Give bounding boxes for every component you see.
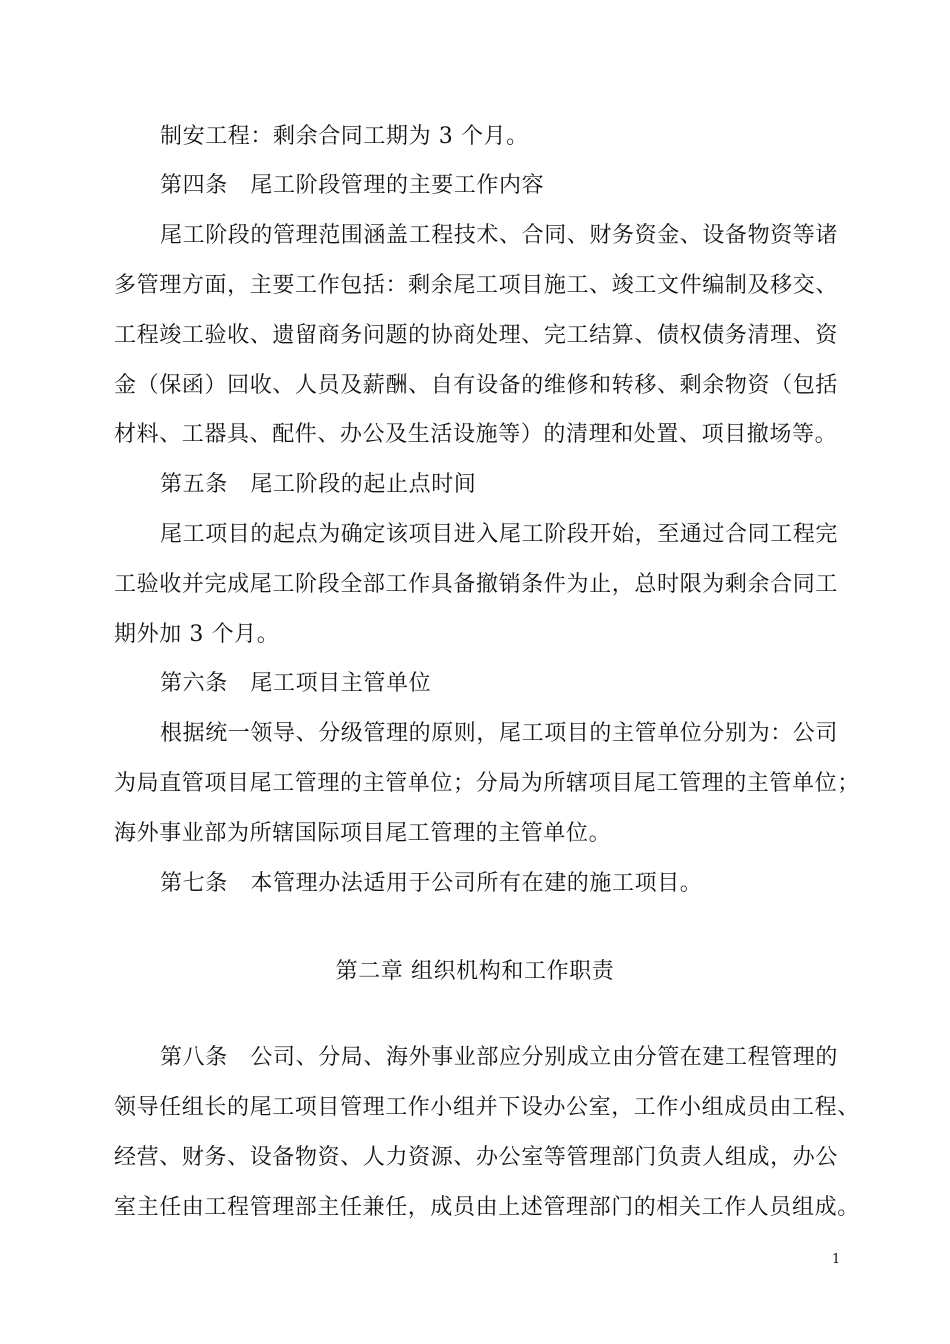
page-number: 1 [832, 1252, 841, 1267]
paragraph-line: 经营、财务、设备物资、人力资源、办公室等管理部门负责人组成，办公 [114, 1145, 838, 1170]
article-heading: 第四条 尾工阶段管理的主要工作内容 [160, 173, 545, 198]
chapter-title: 第二章 组织机构和工作职责 [335, 959, 615, 984]
article-heading: 第六条 尾工项目主管单位 [160, 671, 432, 696]
paragraph-line: 金（保函）回收、人员及薪酬、自有设备的维修和转移、剩余物资（包括 [114, 373, 838, 398]
paragraph-line: 工验收并完成尾工阶段全部工作具备撤销条件为止，总时限为剩余合同工 [114, 572, 838, 597]
paragraph-line: 尾工阶段的管理范围涵盖工程技术、合同、财务资金、设备物资等诸 [160, 223, 839, 248]
paragraph-line: 尾工项目的起点为确定该项目进入尾工阶段开始，至通过合同工程完 [160, 522, 839, 547]
paragraph-line: 多管理方面，主要工作包括：剩余尾工项目施工、竣工文件编制及移交、 [114, 273, 838, 298]
article-heading: 第七条 本管理办法适用于公司所有在建的施工项目。 [160, 871, 703, 896]
paragraph-line: 海外事业部为所辖国际项目尾工管理的主管单位。 [114, 821, 612, 846]
article-heading: 第五条 尾工阶段的起止点时间 [160, 472, 477, 497]
paragraph-line: 期外加 3 个月。 [114, 622, 280, 647]
paragraph-line: 为局直管项目尾工管理的主管单位；分局为所辖项目尾工管理的主管单位； [114, 771, 860, 796]
paragraph-line: 第八条 公司、分局、海外事业部应分别成立由分管在建工程管理的 [160, 1045, 839, 1070]
paragraph-line: 工程竣工验收、遗留商务问题的协商处理、完工结算、债权债务清理、资 [114, 323, 838, 348]
paragraph-line: 领导任组长的尾工项目管理工作小组并下设办公室，工作小组成员由工程、 [114, 1095, 860, 1120]
paragraph-line: 材料、工器具、配件、办公及生活设施等）的清理和处置、项目撤场等。 [114, 422, 838, 447]
paragraph-line: 根据统一领导、分级管理的原则，尾工项目的主管单位分别为：公司 [160, 721, 839, 746]
paragraph-line: 室主任由工程管理部主任兼任，成员由上述管理部门的相关工作人员组成。 [114, 1195, 860, 1220]
paragraph-line: 制安工程：剩余合同工期为 3 个月。 [160, 124, 529, 149]
